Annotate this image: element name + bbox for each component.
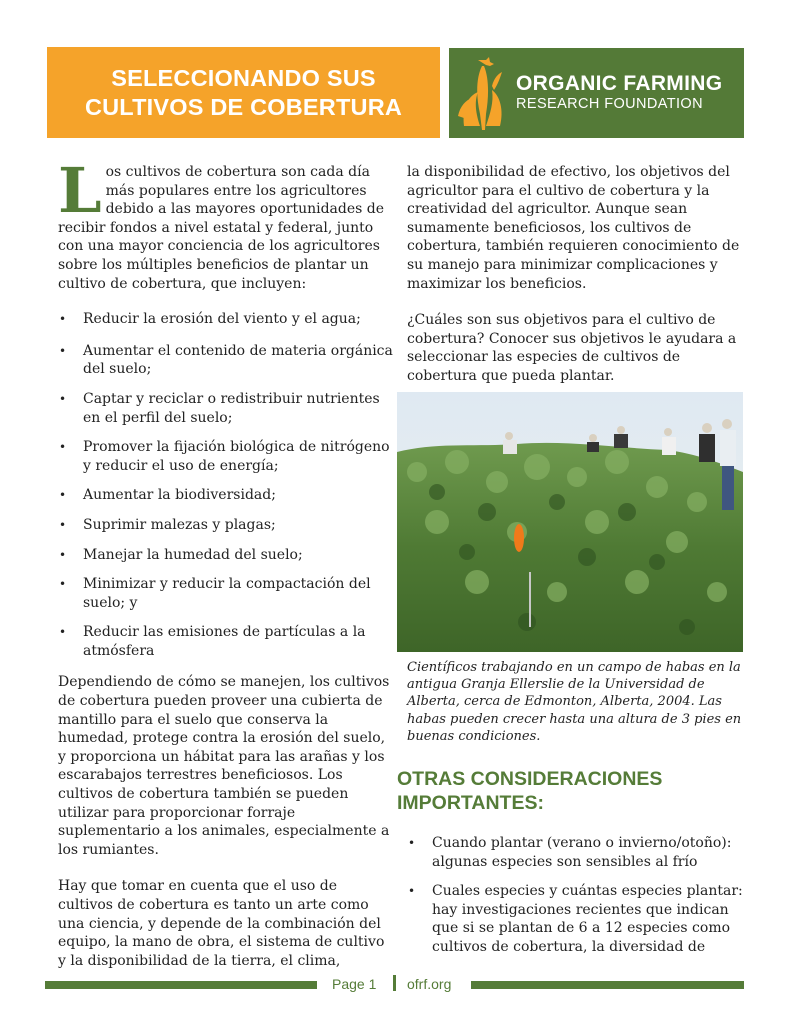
ofrf-logo	[449, 48, 744, 138]
list-item: • Aumentar la biodiversidad;	[58, 486, 393, 505]
list-item: • Captar y reciclar o redistribuir nutrientes en el perfil del suelo;	[58, 390, 393, 427]
intro-paragraph	[58, 154, 393, 293]
intro-text: os cultivos de cobertura son cada día más populares entre los agricultores debido a las mayores oportunidades de recibir fondos a nivel estatal y federal, junto con una mayor conciencia de los agricultores sobre los múltiples beneficios de plantar un cultivo de cobertura, que incluyen:	[58, 164, 385, 292]
list-item: • Aumentar el contenido de materia orgánica del suelo;	[58, 342, 393, 379]
list-item: • Manejar la humedad del suelo;	[58, 546, 393, 565]
left-column	[58, 154, 393, 970]
paragraph-continued: la disponibilidad de efectivo, los objetivos del agricultor para el cultivo de cobertura y la creatividad del agricultor. Aunque sean sumamente beneficiosos, los cultivos de cobertura, también requieren conocimiento de su manejo para minimizar complicaciones y maximizar los beneficios.	[407, 164, 740, 292]
list-item: • Minimizar y reducir la compactación del suelo; y	[58, 575, 393, 612]
paragraph-art-science: Hay que tomar en cuenta que el uso de cultivos de cobertura es tanto un arte como una ciencia, y depende de la combinación del equipo, la mano de obra, el sistema de cultivo y la disponibilidad de la tierra, el clima,	[58, 878, 385, 969]
list-item: • Cuales especies y cuántas especies plantar: hay investigaciones recientes que indican que si se plantan de 6 a 12 especies como cultivos de cobertura, la diversidad de	[407, 882, 747, 956]
paragraph-objectives: ¿Cuáles son sus objetivos para el cultivo de cobertura? Conocer sus objetivos le ayudara a seleccionar las especies de cultivos de cobertura que pueda plantar.	[407, 312, 737, 384]
logo-subtitle: RESEARCH FOUNDATION	[516, 96, 703, 112]
photo-caption: Científicos trabajando en un campo de habas en la antigua Granja Ellerslie de la Universidad de Alberta, cerca de Edmonton, Alberta, 2004. Las habas pueden crecer hasta una altura de 3 pies en buenas condiciones.	[407, 660, 742, 744]
page-number: Page 1	[332, 976, 377, 992]
considerations-list	[407, 834, 747, 957]
footer-bar-left	[45, 981, 317, 989]
title-banner	[47, 47, 440, 138]
list-item: • Cuando plantar (verano o invierno/otoño): algunas especies son sensibles al frío	[407, 834, 747, 871]
page-title	[85, 64, 402, 122]
paragraph-management: Dependiendo de cómo se manejen, los cultivos de cobertura pueden proveer una cubierta de mantillo para el suelo que conserva la humedad, protege contra la erosión del suelo, y proporciona un hábitat para las arañas y los escarabajos terrestres beneficiosos. Los cultivos de cobertura también se pueden utilizar para proporcionar forraje suplementario a los animales, especialmente a los rumiantes.	[58, 674, 390, 858]
drop-cap: L	[58, 154, 102, 227]
fava-bean-field-photo	[397, 392, 743, 652]
list-item: • Suprimir malezas y plagas;	[58, 516, 393, 535]
list-item: • Promover la fijación biológica de nitrógeno y reducir el uso de energía;	[58, 438, 393, 475]
right-column	[407, 163, 742, 386]
corn-icon	[456, 56, 508, 132]
section-heading	[397, 767, 662, 815]
benefits-list	[58, 310, 393, 660]
footer-bar-right	[471, 981, 744, 989]
logo-name: ORGANIC FARMING	[516, 72, 723, 95]
list-item: • Reducir las emisiones de partículas a la atmósfera	[58, 623, 393, 660]
title-line-2: CULTIVOS DE COBERTURA	[84, 93, 403, 120]
list-item: • Reducir la erosión del viento y el agua;	[58, 310, 393, 329]
website-link[interactable]: ofrf.org	[407, 976, 452, 992]
heading-line-2: IMPORTANTES:	[397, 792, 544, 814]
field-photo-illustration	[397, 392, 743, 652]
footer-separator	[393, 975, 396, 991]
heading-line-1: OTRAS CONSIDERACIONES	[397, 768, 663, 790]
title-line-1: SELECCIONANDO SUS	[111, 64, 376, 91]
